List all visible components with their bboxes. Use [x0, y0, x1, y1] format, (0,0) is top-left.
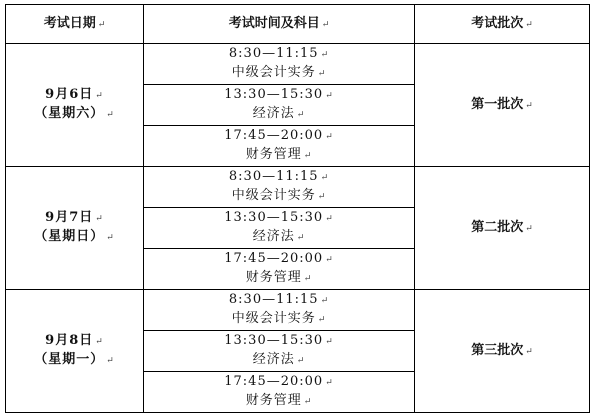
paragraph-mark-icon: ↵	[317, 192, 327, 202]
paragraph-mark-icon: ↵	[106, 356, 115, 366]
exam-batch-cell	[415, 167, 590, 290]
paragraph-mark-icon: ↵	[321, 19, 330, 30]
exam-batch-cell	[415, 290, 590, 413]
paragraph-mark-icon: ↵	[525, 100, 533, 111]
exam-weekday: （星期一） ↵	[34, 352, 115, 367]
paragraph-mark-icon: ↵	[296, 110, 306, 120]
header-label: 考试日期	[43, 15, 96, 31]
paragraph-mark-icon: ↵	[525, 19, 533, 30]
exam-time: 8:30—11:15 ↵	[228, 169, 330, 184]
exam-date: 9月8日 ↵	[45, 333, 104, 348]
paragraph-mark-icon: ↵	[325, 378, 334, 388]
exam-slot-cell	[144, 249, 415, 290]
paragraph-mark-icon: ↵	[296, 233, 306, 243]
exam-batch: 第一批次	[471, 96, 524, 112]
paragraph-mark-icon: ↵	[95, 337, 104, 347]
header-label: 考试时间及科目	[228, 15, 320, 31]
paragraph-mark-icon: ↵	[95, 214, 104, 224]
exam-subject: 中级会计实务 ↵	[231, 188, 327, 203]
exam-subject: 经济法 ↵	[252, 106, 306, 121]
paragraph-mark-icon: ↵	[320, 50, 330, 60]
exam-weekday: （星期六） ↵	[34, 106, 115, 121]
exam-batch: 第二批次	[471, 219, 524, 235]
paragraph-mark-icon: ↵	[325, 255, 334, 265]
exam-time: 17:45—20:00 ↵	[224, 374, 334, 389]
exam-subject: 财务管理 ↵	[245, 393, 313, 408]
header-exam-time-subject	[144, 5, 415, 44]
header-row	[6, 5, 590, 44]
paragraph-mark-icon: ↵	[303, 274, 313, 284]
exam-slot-cell	[144, 167, 415, 208]
exam-slot-cell	[144, 85, 415, 126]
exam-batch-cell	[415, 44, 590, 167]
exam-schedule-table	[5, 4, 590, 413]
paragraph-mark-icon: ↵	[317, 69, 327, 79]
paragraph-mark-icon: ↵	[106, 110, 115, 120]
paragraph-mark-icon: ↵	[303, 151, 313, 161]
header-exam-batch	[415, 5, 590, 44]
exam-subject: 中级会计实务 ↵	[231, 65, 327, 80]
paragraph-mark-icon: ↵	[95, 91, 104, 101]
exam-date-cell	[6, 44, 144, 167]
exam-date: 9月7日 ↵	[45, 210, 104, 225]
table-row	[6, 290, 590, 331]
paragraph-mark-icon: ↵	[320, 296, 330, 306]
exam-slot-cell	[144, 372, 415, 413]
exam-slot-cell	[144, 331, 415, 372]
exam-date-cell	[6, 167, 144, 290]
paragraph-mark-icon: ↵	[97, 19, 106, 30]
paragraph-mark-icon: ↵	[106, 233, 115, 243]
exam-slot-cell	[144, 208, 415, 249]
paragraph-mark-icon: ↵	[325, 214, 334, 224]
exam-batch: 第三批次	[471, 342, 524, 358]
exam-date: 9月6日 ↵	[45, 87, 104, 102]
exam-date-cell	[6, 290, 144, 413]
paragraph-mark-icon: ↵	[296, 356, 306, 366]
table-row	[6, 167, 590, 208]
exam-slot-cell	[144, 290, 415, 331]
paragraph-mark-icon: ↵	[525, 223, 533, 234]
paragraph-mark-icon: ↵	[320, 173, 330, 183]
exam-slot-cell	[144, 44, 415, 85]
paragraph-mark-icon: ↵	[303, 397, 313, 407]
exam-subject: 财务管理 ↵	[245, 270, 313, 285]
exam-time: 8:30—11:15 ↵	[228, 46, 330, 61]
exam-time: 17:45—20:00 ↵	[224, 128, 334, 143]
exam-subject: 财务管理 ↵	[245, 147, 313, 162]
paragraph-mark-icon: ↵	[525, 346, 533, 357]
exam-subject: 经济法 ↵	[252, 229, 306, 244]
exam-subject: 经济法 ↵	[252, 352, 306, 367]
exam-slot-cell	[144, 126, 415, 167]
exam-subject: 中级会计实务 ↵	[231, 311, 327, 326]
table-row	[6, 44, 590, 85]
paragraph-mark-icon: ↵	[317, 315, 327, 325]
exam-time: 13:30—15:30 ↵	[224, 333, 334, 348]
paragraph-mark-icon: ↵	[325, 132, 334, 142]
exam-time: 17:45—20:00 ↵	[224, 251, 334, 266]
header-exam-date	[6, 5, 144, 44]
exam-weekday: （星期日） ↵	[34, 229, 115, 244]
header-label: 考试批次	[471, 15, 524, 31]
exam-time: 13:30—15:30 ↵	[224, 210, 334, 225]
paragraph-mark-icon: ↵	[325, 91, 334, 101]
paragraph-mark-icon: ↵	[325, 337, 334, 347]
exam-time: 13:30—15:30 ↵	[224, 87, 334, 102]
exam-time: 8:30—11:15 ↵	[228, 292, 330, 307]
